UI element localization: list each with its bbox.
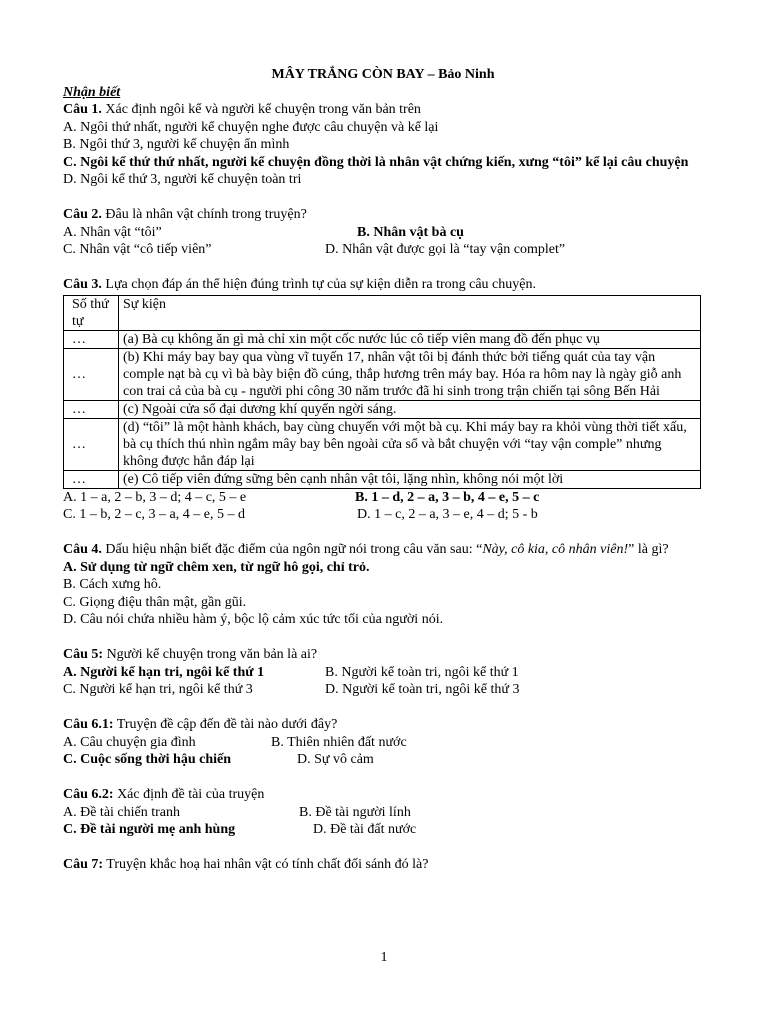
row-event: (a) Bà cụ không ăn gì mà chỉ xin một cốc nước lúc cô tiếp viên mang đồ đến phục vụ bbox=[119, 330, 701, 348]
q5-option-d: D. Người kể toàn tri, ngôi kể thứ 3 bbox=[325, 682, 520, 697]
question-text: Xác định ngôi kể và người kể chuyện trong văn bản trên bbox=[101, 102, 421, 117]
section-heading: Nhận biết bbox=[63, 84, 121, 100]
events-table bbox=[63, 295, 701, 489]
q62-options-row-2 bbox=[63, 821, 703, 839]
question-label: Câu 6.2: bbox=[63, 787, 114, 802]
q2-option-b: B. Nhân vật bà cụ bbox=[357, 224, 464, 240]
row-number: … bbox=[64, 348, 119, 400]
q3-options-row-2 bbox=[63, 506, 703, 524]
question-label: Câu 3. bbox=[63, 277, 102, 292]
q61-options-row-1 bbox=[63, 734, 703, 752]
row-number: … bbox=[64, 400, 119, 418]
header-order: Số thứ tự bbox=[64, 295, 119, 330]
q61-option-b: B. Thiên nhiên đất nước bbox=[271, 734, 407, 750]
table-row bbox=[64, 330, 701, 348]
q3-option-d: D. 1 – c, 2 – a, 3 – e, 4 – d; 5 - b bbox=[357, 507, 538, 522]
question-text: Người kể chuyện trong văn bản là ai? bbox=[103, 647, 318, 662]
q5-option-c: C. Người kể hạn tri, ngôi kể thứ 3 bbox=[63, 682, 253, 697]
row-number: … bbox=[64, 470, 119, 488]
question-label: Câu 5: bbox=[63, 647, 104, 662]
question-label: Câu 6.1: bbox=[63, 717, 114, 732]
q61-options-row-2 bbox=[63, 751, 703, 769]
table-row bbox=[64, 348, 701, 400]
question-7 bbox=[63, 856, 703, 874]
question-text: Truyện đề cập đến đề tài nào dưới đây? bbox=[113, 717, 338, 732]
row-event: (d) “tôi” là một hành khách, bay cùng chuyến với một bà cụ. Khi máy bay ra khỏi vùng thời tiết xấu, bà cụ thích thú nhìn ngắm mây bay bên ngoài cửa sổ và bắt chuyện với “tay vận comple” nhưng không được hẳn đáp lại bbox=[119, 418, 701, 470]
q62-option-c: C. Đề tài người mẹ anh hùng bbox=[63, 822, 236, 837]
question-label: Câu 7: bbox=[63, 857, 104, 872]
q3-options-row-1 bbox=[63, 489, 703, 507]
author-name: Bảo Ninh bbox=[438, 67, 495, 82]
q4-option-b: B. Cách xưng hô. bbox=[63, 577, 162, 592]
question-2 bbox=[63, 206, 703, 224]
page-number: 1 bbox=[380, 950, 388, 965]
q5-option-b: B. Người kể toàn tri, ngôi kể thứ 1 bbox=[325, 664, 519, 680]
q5-option-a: A. Người kể hạn tri, ngôi kể thứ 1 bbox=[63, 664, 265, 680]
q2-option-c: C. Nhân vật “cô tiếp viên” bbox=[63, 242, 212, 257]
q62-option-b: B. Đề tài người lính bbox=[299, 804, 411, 820]
question-5 bbox=[63, 646, 703, 664]
q2-option-d: D. Nhân vật được gọi là “tay vận complet” bbox=[325, 242, 566, 257]
q3-option-a: A. 1 – a, 2 – b, 3 – d; 4 – c, 5 – e bbox=[63, 489, 247, 505]
q62-option-d: D. Đề tài đất nước bbox=[313, 822, 417, 837]
table-header-row bbox=[64, 295, 701, 330]
title-text: MÂY TRẮNG CÒN BAY bbox=[271, 67, 425, 82]
q1-option-b: B. Ngôi thứ 3, người kể chuyện ẩn mình bbox=[63, 137, 290, 152]
q1-option-c: C. Ngôi kể thứ thứ nhất, người kể chuyện đồng thời là nhân vật chứng kiến, xưng “tôi” kể lại câu chuyện bbox=[63, 154, 689, 170]
q61-option-c: C. Cuộc sống thời hậu chiến bbox=[63, 752, 232, 767]
question-text: Dấu hiệu nhận biết đặc điểm của ngôn ngữ nói trong câu văn sau: “ bbox=[101, 542, 483, 557]
row-event: (e) Cô tiếp viên đứng sững bên cạnh nhân vật tôi, lặng nhìn, không nói một lời bbox=[119, 470, 701, 488]
document-page bbox=[63, 66, 703, 874]
title-separator: – bbox=[424, 67, 439, 82]
question-1 bbox=[63, 101, 703, 119]
q1-option-d: D. Ngôi kể thứ 3, người kể chuyện toàn tri bbox=[63, 172, 302, 187]
header-event: Sự kiện bbox=[119, 295, 701, 330]
q3-option-c: C. 1 – b, 2 – c, 3 – a, 4 – e, 5 – d bbox=[63, 507, 245, 522]
question-text: Truyện khắc hoạ hai nhân vật có tính chất đối sánh đó là? bbox=[103, 857, 429, 872]
q2-options-row-1 bbox=[63, 224, 703, 242]
q5-options-row-2 bbox=[63, 681, 703, 699]
q1-option-a: A. Ngôi thứ nhất, người kể chuyện nghe được câu chuyện và kể lại bbox=[63, 119, 439, 135]
table-row bbox=[64, 400, 701, 418]
table-row bbox=[64, 470, 701, 488]
question-6-1 bbox=[63, 716, 703, 734]
q4-option-d: D. Câu nói chứa nhiều hàm ý, bộc lộ cảm xúc tức tối của người nói. bbox=[63, 612, 444, 627]
question-quote: Này, cô kia, cô nhân viên! bbox=[482, 542, 629, 557]
q4-option-c: C. Giọng điệu thân mật, gần gũi. bbox=[63, 594, 247, 610]
question-6-2 bbox=[63, 786, 703, 804]
question-text: Xác định đề tài của truyện bbox=[113, 787, 265, 802]
q61-option-d: D. Sự vô cảm bbox=[297, 752, 374, 767]
row-number: … bbox=[64, 418, 119, 470]
row-event: (b) Khi máy bay bay qua vùng vĩ tuyến 17, nhân vật tôi bị đánh thức bởi tiếng quát của tay vận comple nạt bà cụ vì bà bày biện đồ cúng, thắp hương trên máy bay. Hóa ra hôm nay là ngày giỗ anh con trai cả của bà cụ - người phi công 30 năm trước đã hi sinh trong trận chiến tại sông Bến Hải bbox=[119, 348, 701, 400]
row-event: (c) Ngoài cửa sổ đại dương khí quyển ngời sáng. bbox=[119, 400, 701, 418]
question-text: Lựa chọn đáp án thể hiện đúng trình tự của sự kiện diễn ra trong câu chuyện. bbox=[101, 277, 536, 292]
q2-options-row-2 bbox=[63, 241, 703, 259]
q4-option-a: A. Sử dụng từ ngữ chêm xen, từ ngữ hô gọi, chỉ trỏ. bbox=[63, 559, 370, 575]
question-text-end: ” là gì? bbox=[628, 542, 669, 557]
document-title bbox=[63, 66, 703, 84]
q2-option-a: A. Nhân vật “tôi” bbox=[63, 224, 162, 240]
q62-option-a: A. Đề tài chiến tranh bbox=[63, 804, 181, 820]
question-label: Câu 4. bbox=[63, 542, 102, 557]
q61-option-a: A. Câu chuyện gia đình bbox=[63, 734, 196, 750]
q62-options-row-1 bbox=[63, 804, 703, 822]
question-3 bbox=[63, 276, 703, 294]
q3-option-b: B. 1 – d, 2 – a, 3 – b, 4 – e, 5 – c bbox=[355, 489, 540, 505]
question-4 bbox=[63, 541, 703, 559]
q5-options-row-1 bbox=[63, 664, 703, 682]
question-label: Câu 2. bbox=[63, 207, 102, 222]
row-number: … bbox=[64, 330, 119, 348]
table-row bbox=[64, 418, 701, 470]
question-text: Đâu là nhân vật chính trong truyện? bbox=[101, 207, 307, 222]
question-label: Câu 1. bbox=[63, 102, 102, 117]
